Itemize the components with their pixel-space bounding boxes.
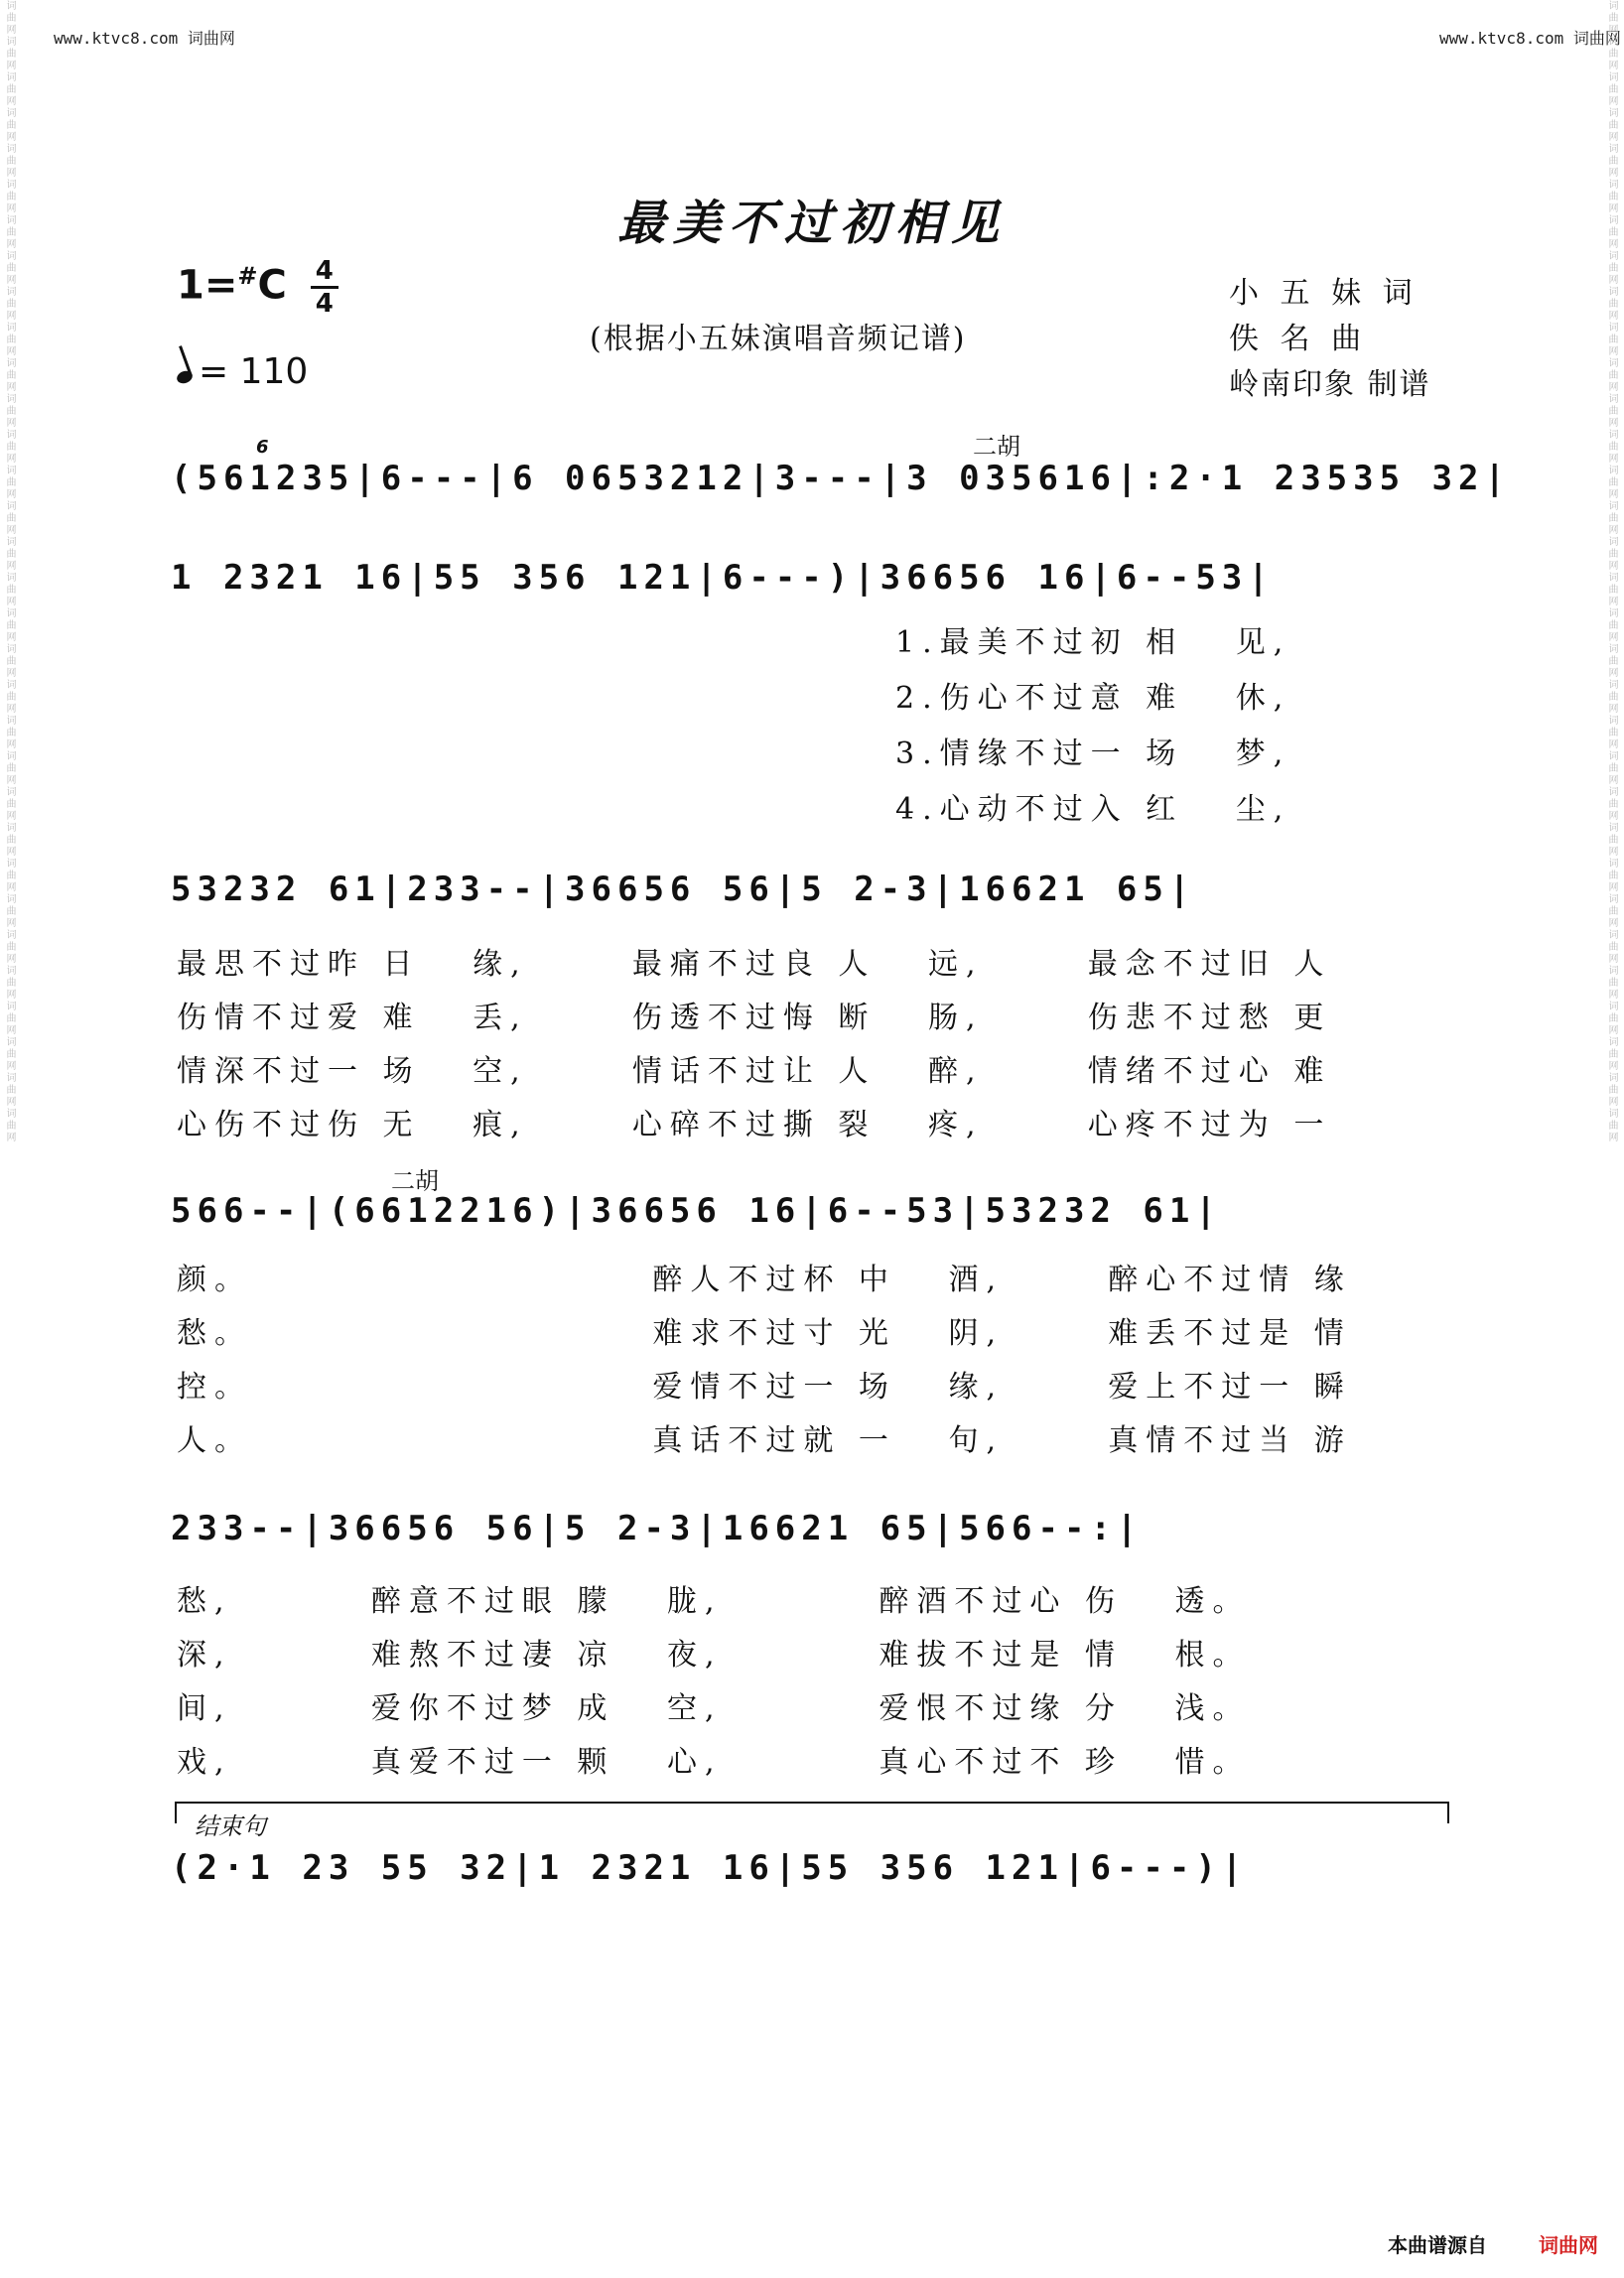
lyric-line-4-1: 颜。 醉人不过杯 中 酒, 醉心不过情 缘 [177,1263,1352,1297]
site-url-left: www.ktvc8.com 词曲网 [54,29,235,48]
notation-line-2: 1 2321 16|55 356 121|6---)|36656 16|6--53| [171,558,1275,598]
tempo-value: = 110 [199,351,309,392]
notation-line-4: 566--|(6612216)|36656 16|6--53|53232 61| [171,1191,1222,1231]
lyric-verse-1: 1.最美不过初 相 见, [895,625,1291,660]
footer-source: 本曲谱源自 [1388,2233,1487,2257]
footer-brand-link[interactable]: 词曲网 [1539,2233,1598,2257]
lyric-line-3-4: 心伤不过伤 无 痕, 心碎不过撕 裂 疼, 心疼不过为 一 [177,1108,1332,1142]
watermark-left: 词曲网词曲网词曲网词曲网词曲网词曲网词曲网词曲网词曲网词曲网词曲网词曲网词曲网词曲网词曲网词曲网词曲网词曲网词曲网词曲网词曲网词曲网词曲网词曲网词曲网词曲网词曲网词曲网词曲网词曲网词曲网词曲网 [4,0,15,1143]
ending-label: 结束句 [195,1812,266,1840]
watermark-right: 词曲网词曲网词曲网词曲网词曲网词曲网词曲网词曲网词曲网词曲网词曲网词曲网词曲网词曲网词曲网词曲网词曲网词曲网词曲网词曲网词曲网词曲网词曲网词曲网词曲网词曲网词曲网词曲网词曲网词曲网词曲网词曲网 [1606,0,1617,1143]
lyric-verse-2: 2.伤心不过意 难 休, [895,681,1291,716]
lyric-line-4-4: 人。 真话不过就 一 句, 真情不过当 游 [177,1423,1352,1458]
key-sharp: # [237,262,258,291]
lyric-verse-3: 3.情缘不过一 场 梦, [895,737,1291,771]
lyric-line-4-3: 控。 爱情不过一 场 缘, 爱上不过一 瞬 [177,1370,1352,1405]
key-prefix: 1= [177,262,238,309]
lyric-line-3-1: 最思不过昨 日 缘, 最痛不过良 人 远, 最念不过旧 人 [177,947,1332,982]
lyric-verse-4: 4.心动不过入 红 尘, [895,792,1291,827]
lyricist: 小 五 妹 词 [1229,276,1419,311]
lyric-line-3-2: 伤情不过爱 难 丢, 伤透不过悔 断 肠, 伤悲不过愁 更 [177,1001,1332,1035]
lyric-line-5-4: 戏, 真爱不过一 颗 心, 真心不过不 珍 惜。 [177,1745,1251,1780]
composer: 佚 名 曲 [1229,322,1368,356]
notation-line-3: 53232 61|233--|36656 56|5 2-3|16621 65| [171,870,1196,909]
lyric-line-3-3: 情深不过一 场 空, 情话不过让 人 醉, 情绪不过心 难 [177,1054,1332,1089]
key-signature [177,258,338,317]
notation-line-5: 233--|36656 56|5 2-3|16621 65|566--:| [171,1509,1144,1548]
tuplet-number: 6 [256,437,269,458]
notation-line-1: (561235|6---|6 0653212|3---|3 035616|:2·1 23535 32| [171,459,1511,498]
notation-line-ending: (2·1 23 55 32|1 2321 16|55 356 121|6---)| [171,1848,1249,1888]
lyric-line-4-2: 愁。 难求不过寸 光 阴, 难丢不过是 情 [177,1316,1352,1351]
instrument-label-erhu: 二胡 [973,433,1020,461]
arranger: 岭南印象 制谱 [1229,367,1431,402]
ending-bracket [175,1802,1449,1823]
song-title: 最美不过初相见 [616,196,1007,251]
lyric-line-5-1: 愁, 醉意不过眼 朦 胧, 醉酒不过心 伤 透。 [177,1584,1251,1619]
subtitle: (根据小五妹演唱音频记谱) [590,322,967,356]
instrument-label-erhu-2: 二胡 [391,1167,439,1195]
time-signature [311,258,338,317]
tempo-marking [177,351,308,392]
lyric-line-5-2: 深, 难熬不过凄 凉 夜, 难拔不过是 情 根。 [177,1638,1251,1673]
key-note: C [257,262,287,309]
site-url-right: www.ktvc8.com 词曲网 [1439,29,1621,48]
time-bottom: 4 [315,289,334,319]
time-top: 4 [315,256,334,286]
lyric-line-5-3: 间, 爱你不过梦 成 空, 爱恨不过缘 分 浅。 [177,1691,1251,1726]
quarter-note-icon [175,369,194,386]
